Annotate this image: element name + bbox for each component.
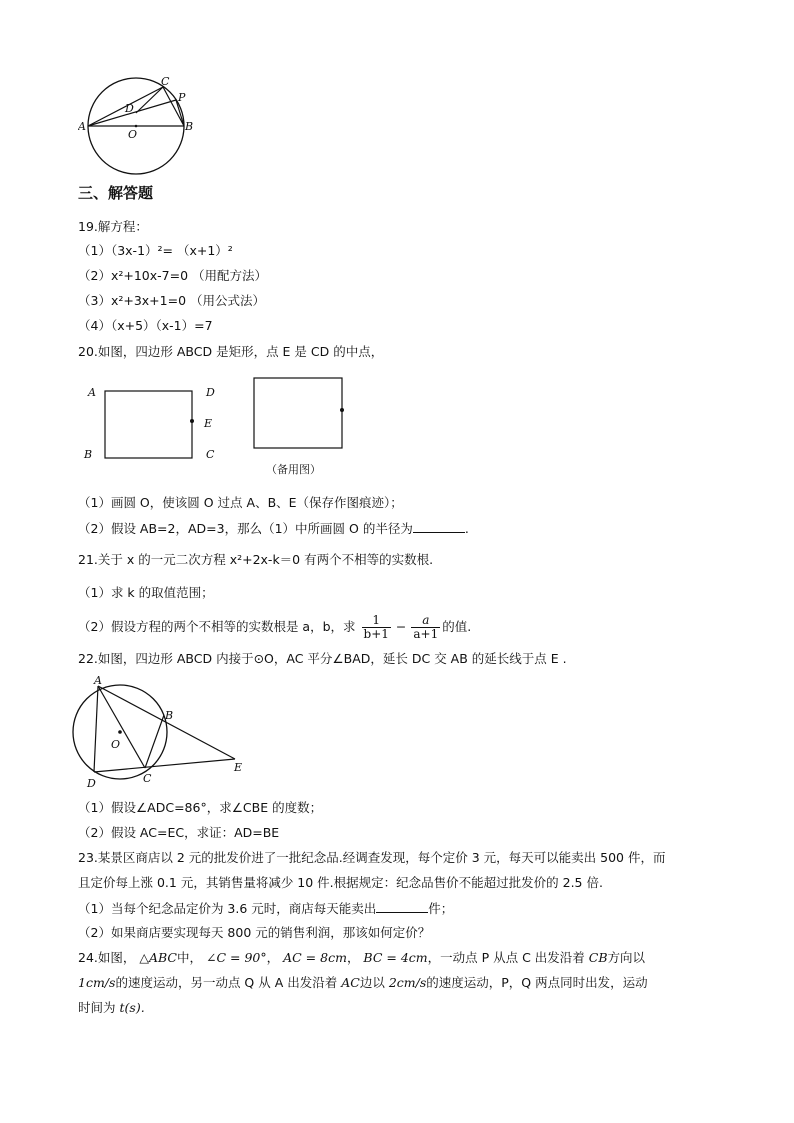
q24-seg-5: 的速度运动，另一动点 Q 从 A 出发沿着 bbox=[115, 975, 338, 990]
rectangle-abcd bbox=[105, 391, 192, 458]
q23-part-1-text: （1）当每个纪念品定价为 3.6 元时，商店每天能卖出 bbox=[78, 901, 377, 916]
answer-blank bbox=[413, 520, 465, 533]
segment-bc bbox=[145, 715, 164, 768]
label-a: A bbox=[88, 386, 96, 399]
label-b: B bbox=[185, 120, 194, 133]
label-p: P bbox=[178, 91, 186, 104]
label-c: C bbox=[143, 772, 152, 785]
q23-part-1-end: 件； bbox=[428, 901, 454, 916]
q24-seg-6: 边以 bbox=[359, 975, 385, 990]
label-c: C bbox=[161, 75, 170, 88]
point-e-dot bbox=[190, 419, 194, 423]
rectangle-figure bbox=[78, 378, 228, 468]
answer-blank bbox=[376, 900, 428, 913]
spare-point-dot bbox=[340, 408, 344, 412]
q23-line-1: 23.某景区商店以 2 元的批发价进了一批纪念品.经调查发现，每个定价 3 元，每天可以能卖出 500 件，而 bbox=[78, 850, 666, 865]
q21-title: 21.关于 x 的一元二次方程 x²+2x-k＝0 有两个不相等的实数根. bbox=[78, 552, 434, 567]
q24-bc: BC = 4cm bbox=[363, 950, 428, 965]
q20-title: 20.如图，四边形 ABCD 是矩形，点 E 是 CD 的中点， bbox=[78, 344, 384, 359]
label-b: B bbox=[165, 709, 174, 722]
center-dot bbox=[118, 730, 122, 734]
q19-item-2: （2）x²+10x-7=0 （用配方法） bbox=[78, 268, 268, 283]
top-circle-figure bbox=[78, 70, 208, 175]
q24-seg-7: 的速度运动，P，Q 两点同时出发，运动 bbox=[426, 975, 648, 990]
label-d: D bbox=[206, 386, 215, 399]
center-dot bbox=[135, 125, 138, 128]
q24-line-3 bbox=[78, 1000, 145, 1016]
q20-part-2-text: （2）假设 AB=2，AD=3，那么（1）中所画圆 O 的半径为 bbox=[78, 521, 413, 536]
q23-part-2: （2）如果商店要实现每天 800 元的销售利润，那该如何定价？ bbox=[78, 925, 431, 940]
label-o: O bbox=[128, 128, 138, 141]
fraction-2-numerator: a bbox=[411, 614, 440, 628]
q21-part-2-prefix: （2）假设方程的两个不相等的实数根是 a，b，求 bbox=[78, 619, 356, 634]
q24-seg-4: 方向以 bbox=[607, 950, 646, 965]
label-b: B bbox=[84, 448, 93, 461]
minus-sign: − bbox=[395, 619, 407, 634]
label-a: A bbox=[78, 120, 86, 133]
fraction-1-denominator: b+1 bbox=[363, 627, 389, 641]
spare-rectangle bbox=[254, 378, 342, 448]
fraction-2-denominator: a+1 bbox=[413, 627, 439, 641]
q22-part-2: （2）假设 AC=EC，求证：AD=BE bbox=[78, 825, 280, 840]
q24-cb: CB bbox=[588, 950, 608, 965]
q23-line-2: 且定价每上涨 0.1 元，其销售量将减少 10 件.根据规定：纪念品售价不能超过批发价的 2.5 倍. bbox=[78, 875, 603, 890]
q20-part-1: （1）画圆 O，使该圆 O 过点 A、B、E（保存作图痕迹）； bbox=[78, 495, 403, 510]
q24-time: t(s). bbox=[119, 1000, 145, 1015]
q19-title: 19.解方程： bbox=[78, 219, 148, 234]
q24-seg-2: 中， bbox=[177, 950, 203, 965]
spare-figure-caption: （备用图） bbox=[266, 463, 321, 476]
q24-seg-1: 24.如图， bbox=[78, 950, 136, 965]
q21-part-1: （1）求 k 的取值范围； bbox=[78, 585, 214, 600]
fraction-2 bbox=[411, 614, 440, 641]
spare-rectangle-figure bbox=[250, 375, 350, 455]
segment-ad bbox=[94, 686, 98, 772]
q19-item-1: （1）（3x-1）²= （x+1）² bbox=[78, 243, 233, 258]
q24-ac-2: AC bbox=[341, 975, 360, 990]
q23-part-1 bbox=[78, 900, 453, 917]
label-e: E bbox=[234, 761, 243, 774]
q24-line-2 bbox=[78, 975, 648, 991]
q24-seg-8: 时间为 bbox=[78, 1000, 116, 1015]
segment-dc bbox=[136, 87, 163, 113]
q24-ac: AC = 8cm bbox=[283, 950, 347, 965]
label-e: E bbox=[204, 417, 213, 430]
section-title: 三、解答题 bbox=[78, 184, 154, 202]
q19-item-3: （3）x²+3x+1=0 （用公式法） bbox=[78, 293, 266, 308]
q22-part-1: （1）假设∠ADC=86°，求∠CBE 的度数； bbox=[78, 800, 323, 815]
q21-part-2 bbox=[78, 610, 471, 644]
label-a: A bbox=[94, 674, 102, 687]
q21-part-2-suffix: 的值. bbox=[442, 619, 472, 634]
q24-angle: ∠C = 90° bbox=[206, 950, 267, 965]
label-c: C bbox=[206, 448, 215, 461]
label-d: D bbox=[87, 777, 96, 790]
q20-part-2 bbox=[78, 520, 469, 537]
segment-de bbox=[94, 759, 235, 772]
q24-speed-1: 1cm/s bbox=[78, 975, 116, 990]
q19-item-4: （4）（x+5）（x-1）=7 bbox=[78, 318, 213, 333]
q24-speed-2: 2cm/s bbox=[388, 975, 427, 990]
fraction-1-numerator: 1 bbox=[362, 614, 391, 628]
q20-part-2-end: . bbox=[464, 521, 469, 536]
label-d: D bbox=[125, 102, 134, 115]
inscribed-quadrilateral-figure bbox=[70, 672, 250, 796]
q22-title: 22.如图，四边形 ABCD 内接于⊙O，AC 平分∠BAD，延长 DC 交 AB 的延长线于点 E . bbox=[78, 651, 567, 666]
q24-line-1: 24.如图， △ABC中， ∠C = 90°， AC = 8cm， BC = 4cm，一动点 P 从点 C 出发沿着 CB方向以 bbox=[78, 950, 646, 965]
fraction-1 bbox=[362, 614, 391, 641]
q24-triangle: △ABC bbox=[139, 950, 177, 965]
q24-seg-3: ，一动点 P 从点 C 出发沿着 bbox=[427, 950, 585, 965]
label-o: O bbox=[111, 738, 121, 751]
